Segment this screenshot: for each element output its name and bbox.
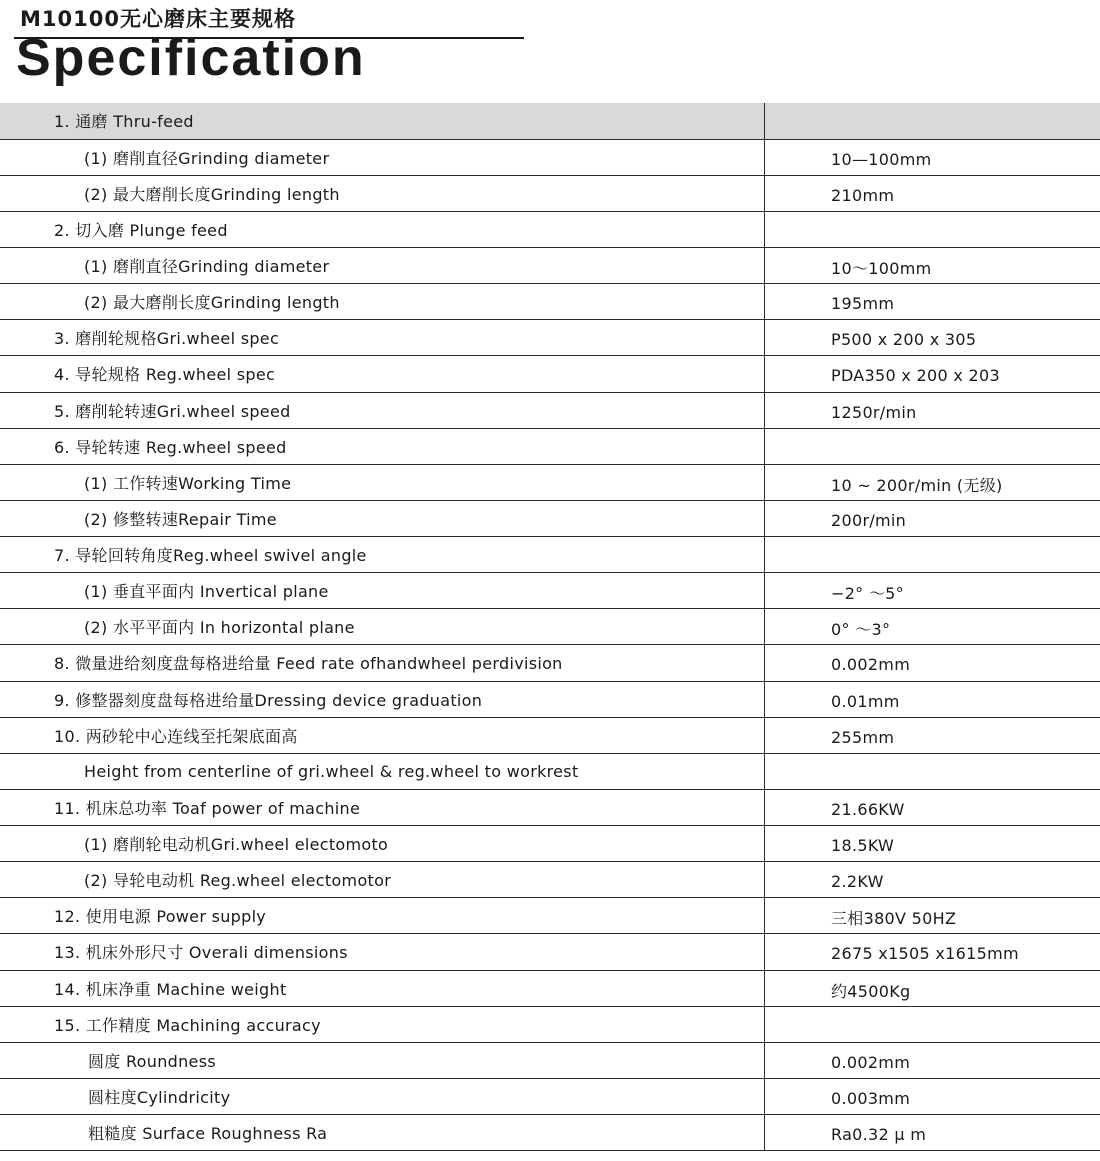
spec-row [0, 356, 1100, 392]
spec-value [765, 211, 1100, 247]
spec-label: 15. 工作精度 Machining accuracy [0, 1006, 765, 1042]
spec-row [0, 934, 1100, 970]
spec-value: −2° ～5° [765, 573, 1100, 609]
spec-row [0, 970, 1100, 1006]
spec-row [0, 175, 1100, 211]
spec-label: 9. 修整器刻度盘每格进给量Dressing device graduation [0, 681, 765, 717]
spec-row [0, 1006, 1100, 1042]
spec-value: PDA350 x 200 x 203 [765, 356, 1100, 392]
header [0, 0, 1100, 104]
spec-label: (1) 磨削直径Grinding diameter [0, 139, 765, 175]
spec-value [765, 428, 1100, 464]
spec-label: 1. 通磨 Thru-feed [0, 103, 765, 139]
spec-row [0, 211, 1100, 247]
spec-table [0, 103, 1100, 1151]
spec-value: 18.5KW [765, 826, 1100, 862]
spec-label: (2) 导轮电动机 Reg.wheel electomotor [0, 862, 765, 898]
spec-row [0, 537, 1100, 573]
spec-label: 11. 机床总功率 Toaf power of machine [0, 789, 765, 825]
spec-row [0, 645, 1100, 681]
spec-value: 1250r/min [765, 392, 1100, 428]
spec-value: 195mm [765, 284, 1100, 320]
spec-label: 10. 两砂轮中心连线至托架底面高 [0, 717, 765, 753]
spec-value: 0.002mm [765, 645, 1100, 681]
spec-value [765, 753, 1100, 789]
spec-value: 约4500Kg [765, 970, 1100, 1006]
spec-label: 12. 使用电源 Power supply [0, 898, 765, 934]
spec-label: (2) 水平平面内 In horizontal plane [0, 609, 765, 645]
model-subtitle: M10100无心磨床主要规格 [20, 7, 296, 31]
spec-label: 14. 机床净重 Machine weight [0, 970, 765, 1006]
spec-value: Ra0.32 μ m [765, 1115, 1100, 1151]
spec-value: 10 ~ 200r/min (无级) [765, 464, 1100, 500]
spec-value: 0.002mm [765, 1042, 1100, 1078]
spec-value: P500 x 200 x 305 [765, 320, 1100, 356]
spec-row [0, 103, 1100, 139]
spec-label: 4. 导轮规格 Reg.wheel spec [0, 356, 765, 392]
spec-value [765, 1006, 1100, 1042]
spec-label: 圆度 Roundness [0, 1042, 765, 1078]
spec-label: 6. 导轮转速 Reg.wheel speed [0, 428, 765, 464]
spec-label: (1) 工作转速Working Time [0, 464, 765, 500]
spec-value: 2.2KW [765, 862, 1100, 898]
spec-row [0, 428, 1100, 464]
spec-row [0, 1078, 1100, 1114]
spec-label: 3. 磨削轮规格Gri.wheel spec [0, 320, 765, 356]
spec-value: 0.003mm [765, 1078, 1100, 1114]
spec-row [0, 862, 1100, 898]
spec-row [0, 789, 1100, 825]
spec-label: 7. 导轮回转角度Reg.wheel swivel angle [0, 537, 765, 573]
spec-row [0, 1115, 1100, 1151]
spec-row [0, 392, 1100, 428]
spec-value: 0° ～3° [765, 609, 1100, 645]
spec-value: 200r/min [765, 500, 1100, 536]
spec-value: 0.01mm [765, 681, 1100, 717]
spec-row [0, 573, 1100, 609]
spec-row [0, 500, 1100, 536]
spec-value: 10～100mm [765, 248, 1100, 284]
spec-label: (2) 最大磨削长度Grinding length [0, 284, 765, 320]
spec-value [765, 537, 1100, 573]
spec-row [0, 681, 1100, 717]
spec-label: (1) 垂直平面内 Invertical plane [0, 573, 765, 609]
spec-row [0, 248, 1100, 284]
spec-label: 粗糙度 Surface Roughness Ra [0, 1115, 765, 1151]
spec-label: (1) 磨削轮电动机Gri.wheel electomoto [0, 826, 765, 862]
spec-label: 5. 磨削轮转速Gri.wheel speed [0, 392, 765, 428]
spec-value: 255mm [765, 717, 1100, 753]
spec-label: 圆柱度Cylindricity [0, 1078, 765, 1114]
spec-row [0, 717, 1100, 753]
spec-value: 21.66KW [765, 789, 1100, 825]
spec-row [0, 139, 1100, 175]
spec-row [0, 284, 1100, 320]
spec-row [0, 464, 1100, 500]
spec-row [0, 826, 1100, 862]
spec-label: 2. 切入磨 Plunge feed [0, 211, 765, 247]
spec-row [0, 320, 1100, 356]
spec-row [0, 609, 1100, 645]
spec-label: (1) 磨削直径Grinding diameter [0, 248, 765, 284]
spec-row [0, 1042, 1100, 1078]
spec-value [765, 103, 1100, 139]
spec-value: 2675 x1505 x1615mm [765, 934, 1100, 970]
spec-label: (2) 修整转速Repair Time [0, 500, 765, 536]
spec-value: 10—100mm [765, 139, 1100, 175]
spec-row [0, 898, 1100, 934]
spec-label: 8. 微量进给刻度盘每格进给量 Feed rate ofhandwheel perdivision [0, 645, 765, 681]
spec-value: 210mm [765, 175, 1100, 211]
page-title: Specification [16, 29, 366, 87]
spec-label: Height from centerline of gri.wheel & reg.wheel to workrest [0, 753, 765, 789]
spec-label: (2) 最大磨削长度Grinding length [0, 175, 765, 211]
spec-value: 三相380V 50HZ [765, 898, 1100, 934]
spec-label: 13. 机床外形尺寸 Overali dimensions [0, 934, 765, 970]
spec-row [0, 753, 1100, 789]
